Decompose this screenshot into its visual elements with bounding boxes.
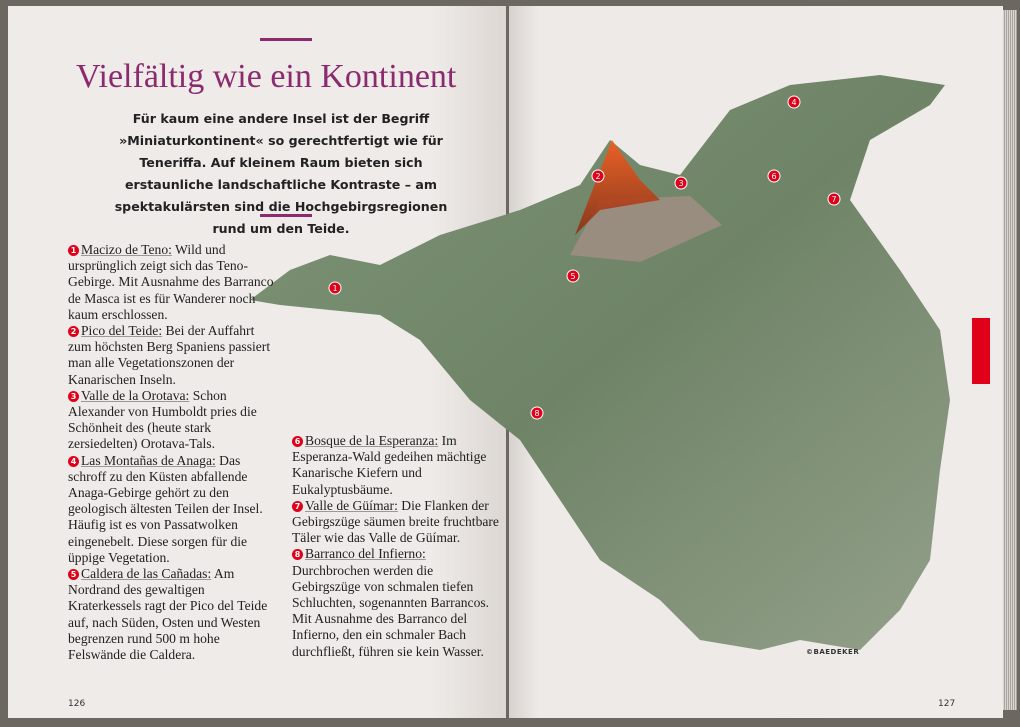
copyright: ©BAEDEKER	[806, 648, 860, 656]
marker-number: 7	[292, 501, 303, 512]
marker-number: 3	[68, 391, 79, 402]
legend-entry	[68, 453, 280, 566]
entry-text: Durchbrochen werden die Gebirgszüge von schmalen tiefen Schluchten, sogenannten Barrancos. Mit Ausnahme des Barranco del Infierno, den ein schmaler Bach durchfließt, führen sie kein Wasser.	[292, 562, 490, 659]
svg-text:5: 5	[570, 272, 576, 281]
legend-entry	[292, 433, 502, 498]
entry-name: Valle de Güímar:	[305, 497, 398, 513]
page-title: Vielfältig wie ein Kontinent	[76, 58, 457, 95]
entry-name: Caldera de las Cañadas:	[81, 566, 212, 582]
entry-text: Im Esperanza-Wald gedeihen mächtige Kanarische Kiefern und Eukalyptusbäume.	[292, 433, 487, 497]
map-marker-1	[329, 282, 341, 294]
entry-name: Macizo de Teno:	[81, 242, 172, 257]
map-marker-3	[675, 177, 687, 189]
svg-text:4: 4	[791, 98, 797, 107]
map-marker-5	[567, 270, 579, 282]
entry-text: Die Flanken der Gebirgszüge säumen breite fruchtbare Täler wie das Valle de Güímar.	[292, 497, 499, 546]
entry-name: Pico del Teide:	[81, 323, 163, 339]
legend-entry	[68, 566, 280, 663]
marker-number: 4	[68, 456, 79, 467]
svg-text:6: 6	[771, 172, 777, 181]
entry-text: Schon Alexander von Humboldt pries die Schönheit des (heute stark zersiedelten) Orotava-Tals.	[68, 387, 257, 452]
entry-text: Wild und ursprünglich zeigt sich das Teno-Gebirge. Mit Ausnahme des Barranco de Masca ist es für Wanderer noch kaum erschlossen.	[68, 242, 274, 322]
marker-number: 2	[68, 326, 79, 337]
right-column	[292, 433, 502, 660]
page-number-right: 127	[938, 699, 956, 709]
map-marker-8	[531, 407, 543, 419]
svg-text:8: 8	[534, 409, 540, 418]
svg-text:7: 7	[831, 195, 837, 204]
map-marker-6	[768, 170, 780, 182]
marker-number: 5	[68, 569, 79, 580]
legend-entry	[68, 388, 280, 453]
svg-text:2: 2	[595, 172, 601, 181]
left-column	[68, 242, 280, 663]
map-marker-7	[828, 193, 840, 205]
map-marker-4	[788, 96, 800, 108]
legend-entry	[68, 242, 280, 323]
page-number-left: 126	[68, 699, 86, 709]
entry-name: Bosque de la Esperanza:	[305, 433, 439, 448]
legend-entry	[292, 546, 502, 659]
entry-text: Das schroff zu den Küsten abfallende Anaga-Gebirge gehört zu den geologisch ältesten Teilen der Insel. Häufig ist es von Passatwolken eingenebelt. Diese sorgen für die üppige Vegetation.	[68, 452, 263, 565]
marker-number: 6	[292, 436, 303, 447]
entry-name: Barranco del Infierno:	[305, 546, 426, 562]
entry-name: Las Montañas de Anaga:	[81, 452, 216, 468]
marker-number: 8	[292, 549, 303, 560]
entry-text: Am Nordrand des gewaltigen Kraterkessels ragt der Pico del Teide auf, nach Süden, Osten und Westen begrenzen rund 500 m hohe Felswände die Caldera.	[68, 566, 268, 663]
marker-number: 1	[68, 245, 79, 256]
svg-text:1: 1	[332, 284, 338, 293]
legend-entry	[292, 498, 502, 547]
entry-name: Valle de la Orotava:	[81, 387, 190, 403]
svg-text:3: 3	[678, 179, 684, 188]
legend-entry	[68, 323, 280, 388]
entry-text: Bei der Auffahrt zum höchsten Berg Spaniens passiert man alle Vegetationszonen der Kanarischen Inseln.	[68, 323, 271, 387]
map-marker-2	[592, 170, 604, 182]
chapter-tab	[972, 318, 990, 384]
intro-text: Für kaum eine andere Insel ist der Begriff »Miniaturkontinent« so gerechtfertigt wie für Teneriffa. Auf kleinem Raum bieten sich erstaunliche landschaftliche Kontraste – am spektakulärsten sind die Hochgebirgsregionen rund um den Teide.	[114, 111, 448, 236]
